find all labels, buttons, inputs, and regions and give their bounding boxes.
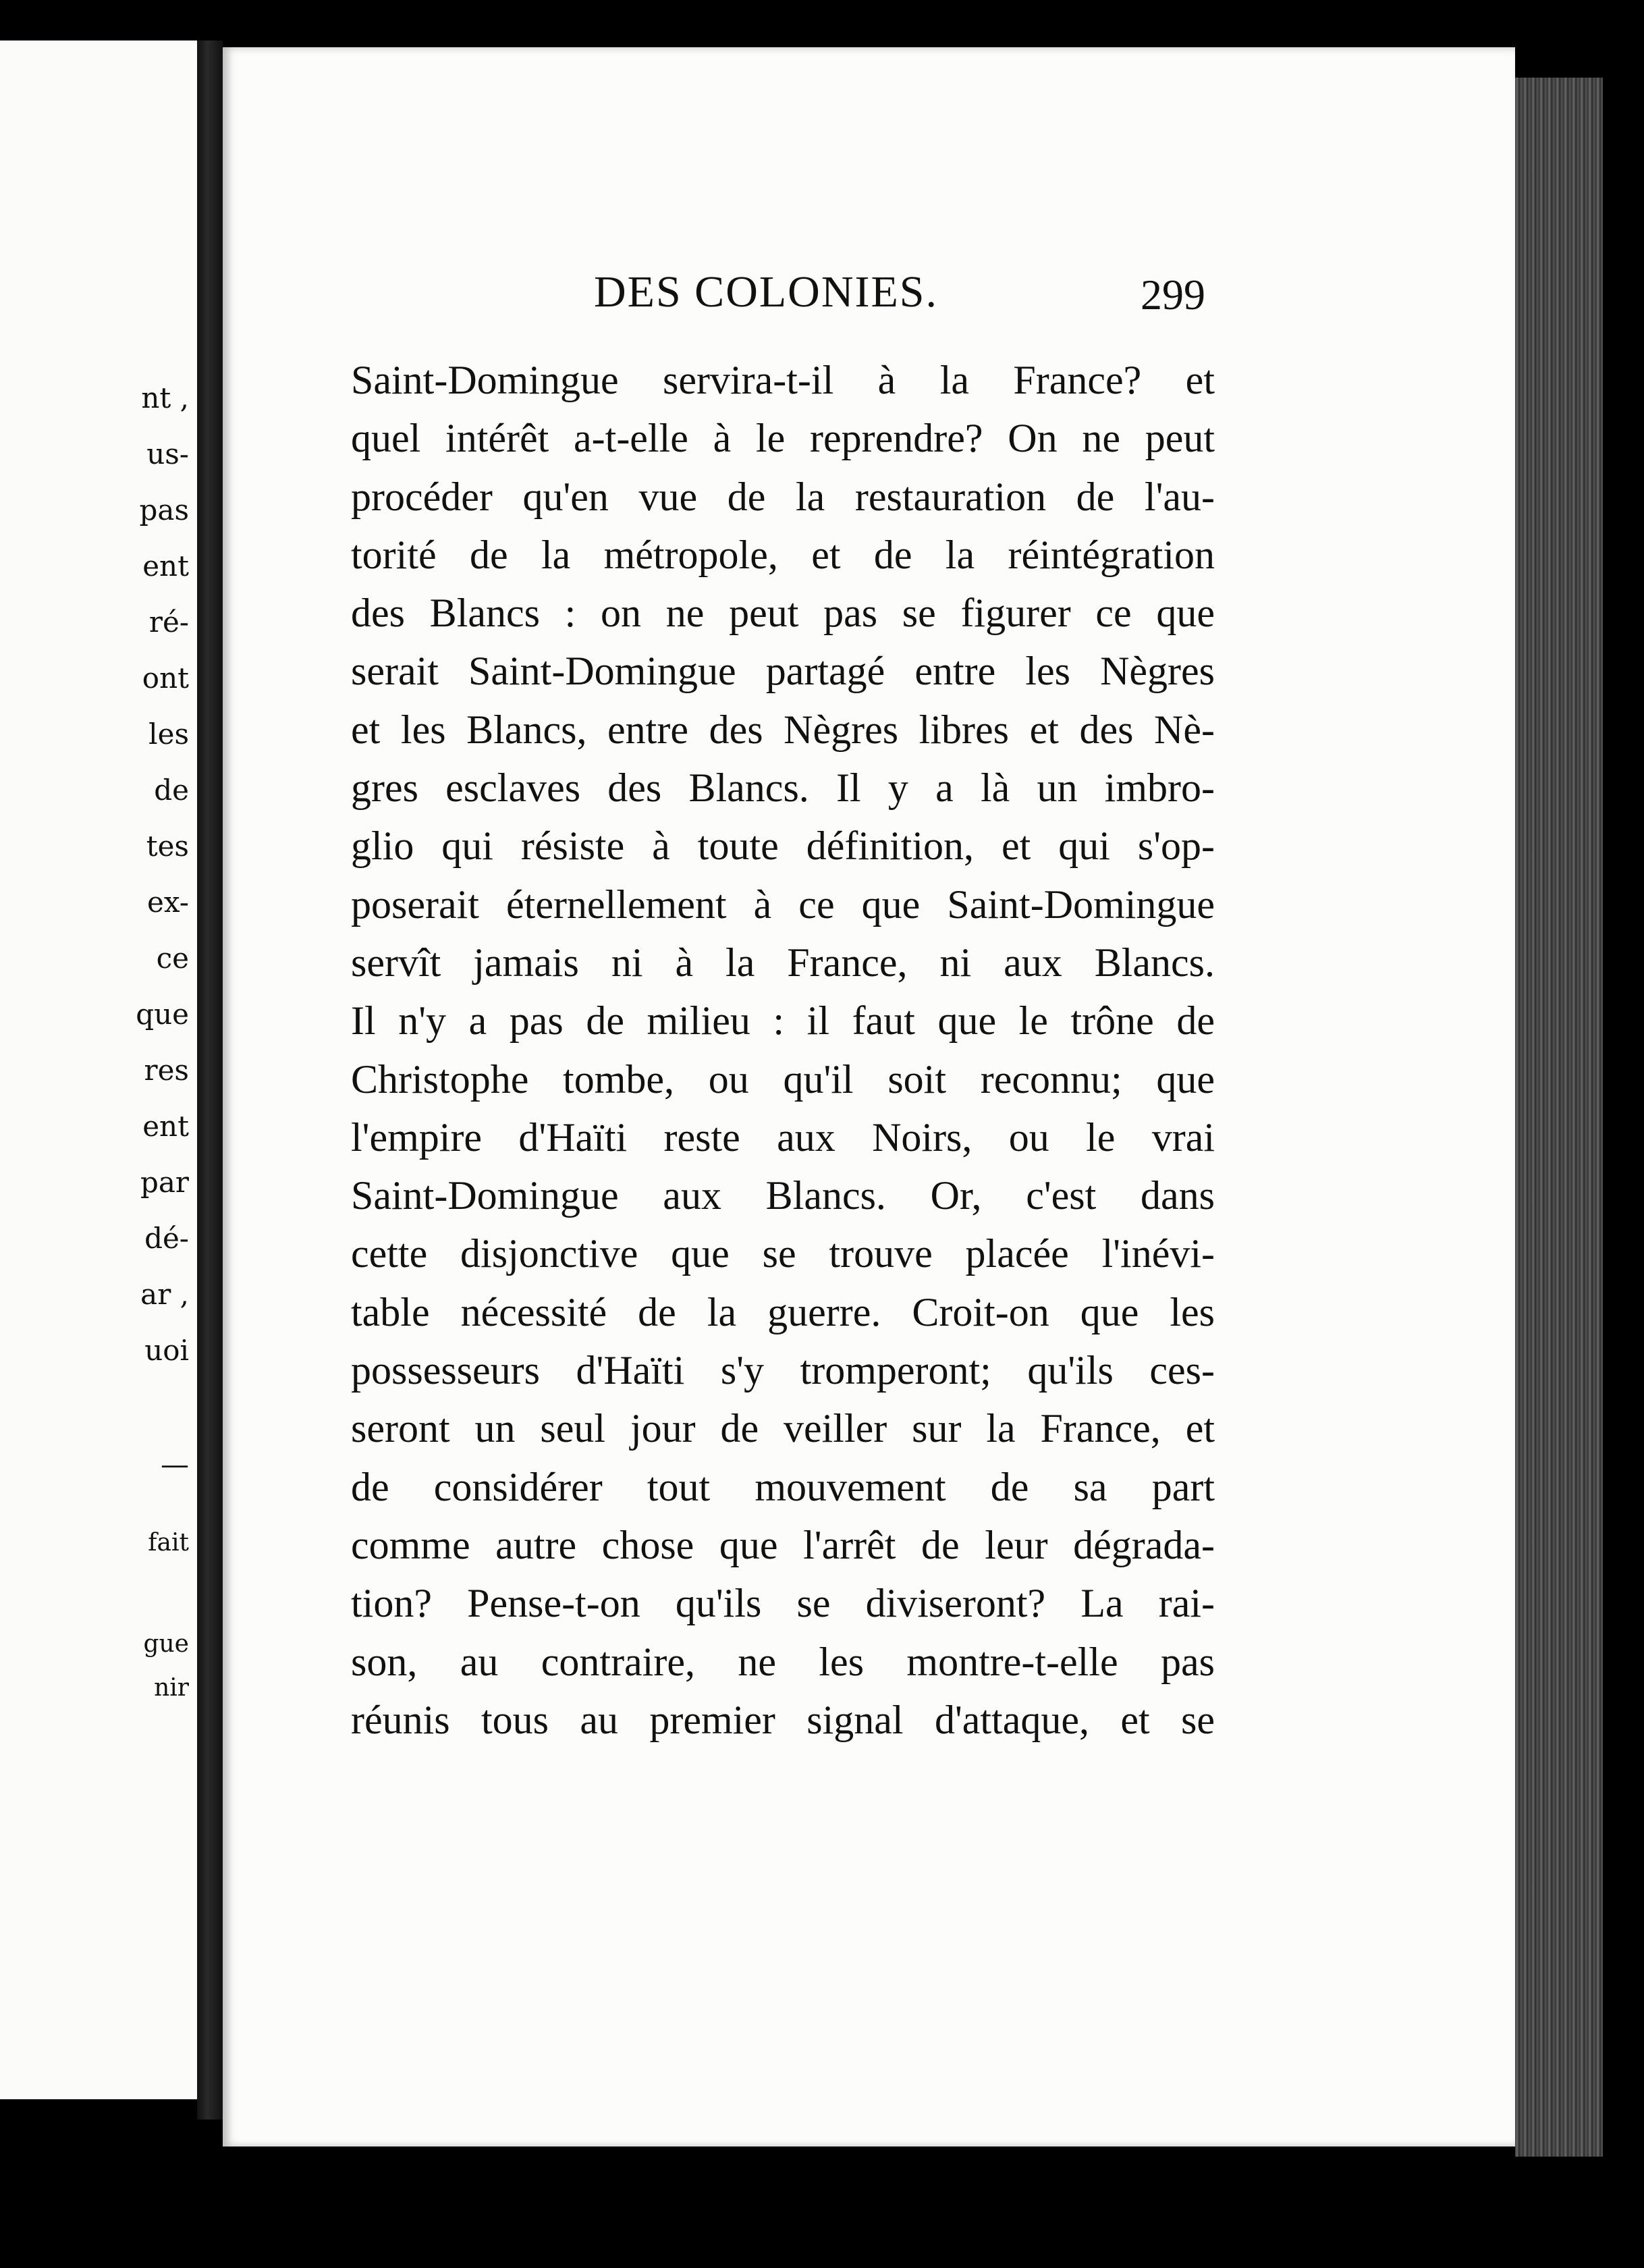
- left-page-fragment: ent: [142, 1110, 189, 1143]
- text-line: gres esclaves des Blancs. Il y a là un imbro-: [351, 765, 1215, 811]
- text-line: servît jamais ni à la France, ni aux Blancs.: [351, 940, 1215, 985]
- text-line: des Blancs : on ne peut pas se figurer ce que: [351, 591, 1215, 636]
- left-page-fragment: pas: [139, 493, 189, 526]
- text-line: Saint-Domingue servira-t-il à la France? et: [351, 358, 1215, 402]
- text-line: seront un seul jour de veiller sur la France, et: [351, 1406, 1215, 1451]
- text-line: l'empire d'Haïti reste aux Noirs, ou le vrai: [351, 1114, 1215, 1160]
- page-number: 299: [1141, 271, 1205, 319]
- left-page-fragment: us-: [146, 437, 189, 470]
- left-page-fragment: gue: [143, 1630, 189, 1658]
- text-line: comme autre chose que l'arrêt de leur dégrada-: [351, 1522, 1215, 1567]
- text-line: de considérer tout mouvement de sa part: [351, 1464, 1215, 1509]
- text-line: réunis tous au premier signal d'attaque, et se: [351, 1697, 1215, 1742]
- left-page-fragment: uoi: [144, 1334, 189, 1367]
- left-page-fragment: fait: [148, 1529, 189, 1557]
- text-line: et les Blancs, entre des Nègres libres et des Nè-: [351, 707, 1215, 752]
- text-line: poserait éternellement à ce que Saint-Domingue: [351, 882, 1215, 927]
- left-page-fragment: que: [136, 998, 189, 1031]
- body-text: [351, 351, 1215, 1749]
- left-page-fragment: dé-: [144, 1222, 189, 1255]
- left-page-fragment: ré-: [148, 605, 189, 639]
- left-page-fragment: nt ,: [141, 381, 189, 414]
- book-gutter: [197, 40, 223, 2120]
- text-line: Saint-Domingue aux Blancs. Or, c'est dans: [351, 1173, 1215, 1218]
- running-head: DES COLONIES.: [594, 267, 939, 317]
- left-page-fragment: ar ,: [140, 1278, 189, 1311]
- left-page-fragment: res: [144, 1054, 189, 1087]
- text-line: cette disjonctive que se trouve placée l'inévi-: [351, 1231, 1215, 1276]
- text-line: son, au contraire, ne les montre-t-elle pas: [351, 1639, 1215, 1684]
- left-page-fragment: de: [154, 774, 189, 807]
- left-page-fragment: par: [140, 1166, 189, 1199]
- text-line: procéder qu'en vue de la restauration de l'au-: [351, 474, 1215, 519]
- text-line: Christophe tombe, ou qu'il soit reconnu; que: [351, 1056, 1215, 1102]
- left-page-fragment: ent: [142, 549, 189, 583]
- left-page-fragment: ont: [142, 662, 189, 695]
- text-line: torité de la métropole, et de la réintégration: [351, 532, 1215, 577]
- text-line: glio qui résiste à toute définition, et qui s'op-: [351, 824, 1215, 869]
- left-page-fragment: ce: [156, 942, 189, 975]
- text-line: possesseurs d'Haïti s'y tromperont; qu'ils ces-: [351, 1348, 1215, 1393]
- text-line: quel intérêt a-t-elle à le reprendre? On ne peut: [351, 416, 1215, 461]
- left-page-fragment: tes: [146, 830, 189, 863]
- left-page-fragment: les: [148, 718, 189, 751]
- page-edges: [1515, 78, 1603, 2157]
- text-line: tion? Pense-t-on qu'ils se diviseront? La rai-: [351, 1581, 1215, 1626]
- text-line: serait Saint-Domingue partagé entre les Nègres: [351, 649, 1215, 694]
- text-line: Il n'y a pas de milieu : il faut que le trône de: [351, 998, 1215, 1044]
- left-page-fragment: —: [161, 1448, 189, 1481]
- text-line: table nécessité de la guerre. Croit-on que les: [351, 1289, 1215, 1334]
- left-facing-page: [0, 40, 201, 2099]
- left-page-fragment: ex-: [147, 886, 189, 919]
- left-page-fragment: nir: [154, 1674, 189, 1702]
